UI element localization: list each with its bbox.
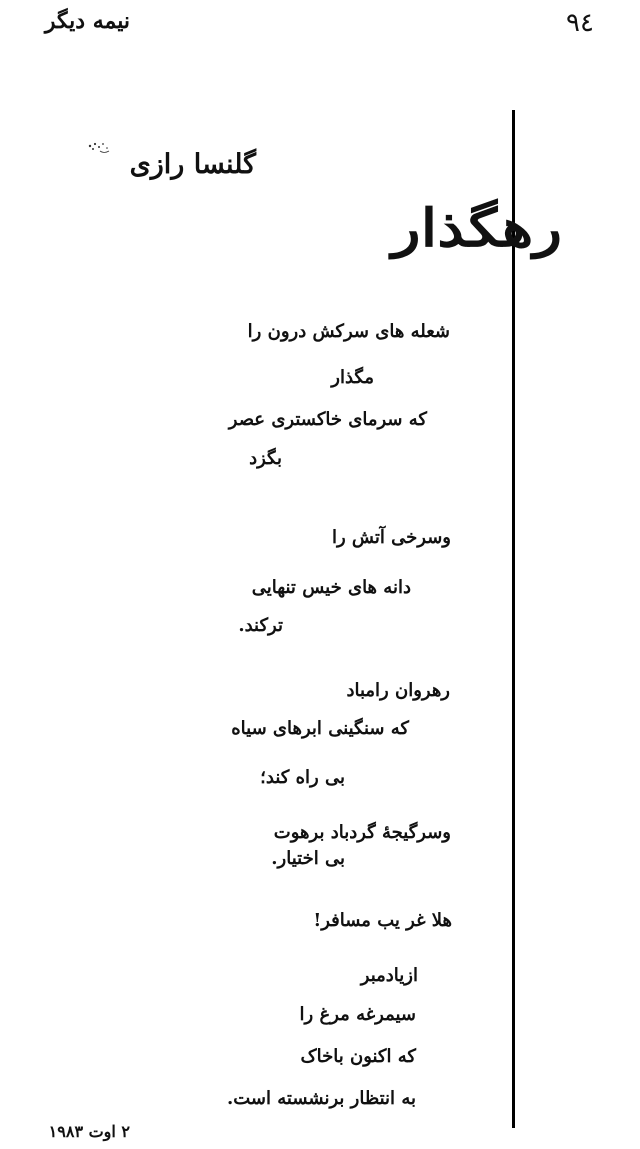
poem-date: ۲ اوت ۱۹۸۳ [48,1122,130,1141]
poem-line: رهروان رامباد [346,680,450,701]
poem-line: وسرخی آتش را [331,527,451,548]
poem-line: سیمرغه مرغ را [299,1004,416,1025]
author-name: گلنسا رازی [129,149,256,180]
poem-line: شعله های سرکش درون را [247,321,450,342]
poem-line: که سرمای خاکستری عصر [228,409,427,430]
poem-line: بگزد [249,448,282,469]
poem-line: ازیادمبر [360,965,418,986]
poem-title: رهگذار [391,198,562,259]
poem-line: بی راه کند؛ [260,767,345,788]
poem-line: که اکنون باخاک [300,1046,416,1067]
page-number: ۹٤ [566,8,594,38]
poem-line: بی اختیار. [271,848,345,869]
poem-line: هلا غر یب مسافر! [313,910,452,931]
poem-line: وسرگیجهٔ گردباد برهوت [273,822,451,843]
poem-line: که سنگینی ابرهای سیاه [231,718,409,739]
poem-line: به انتظار برنشسته است. [226,1088,416,1109]
poem-line: ترکند. [238,615,283,636]
journal-title: نیمه دیگر [44,8,130,34]
poem-line: مگذار [331,367,374,388]
asterisk-mark-icon [82,138,112,158]
vertical-rule [512,110,515,1128]
poem-line: دانه های خیس تنهایی [251,577,411,598]
